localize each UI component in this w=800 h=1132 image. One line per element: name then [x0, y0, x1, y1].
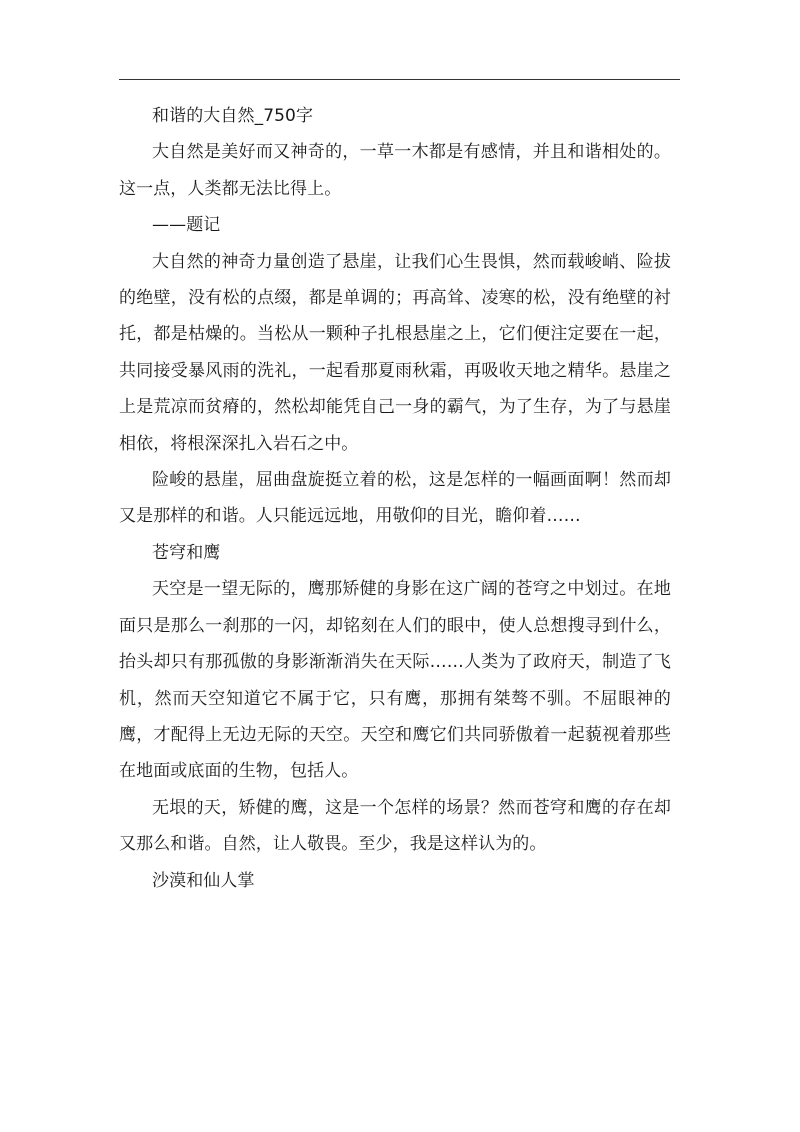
cliff-pine-summary-paragraph: 险峻的悬崖，屈曲盘旋挺立着的松，这是怎样的一幅画面啊！然而却又是那样的和谐。人只能远远地，用敬仰的目光，瞻仰着…… — [119, 470, 671, 527]
cliff-pine-paragraph: 大自然的神奇力量创造了悬崖，让我们心生畏惧，然而载峻峭、险拔的绝壁，没有松的点缀，都是单调的；再高耸、凌寒的松，没有绝壁的衬托，都是枯燥的。当松从一颗种子扎根悬崖之上，它们便注定要在一起，共同接受暴风雨的洗礼，一起看那夏雨秋霜，再吸收天地之精华。悬崖之上是荒凉而贫瘠的，然松却能凭自己一身的霸气，为了生存，为了与悬崖相依，将根深深扎入岩石之中。 — [119, 251, 671, 454]
document-body — [119, 98, 671, 899]
sky-eagle-summary-paragraph: 无垠的天，矫健的鹰，这是一个怎样的场景？然而苍穹和鹰的存在却又那么和谐。自然，让人敬畏。至少，我是这样认为的。 — [119, 797, 671, 855]
essay-title: 和谐的大自然_750字 — [152, 106, 314, 126]
epigraph-paragraph: 大自然是美好而又神奇的，一草一木都是有感情，并且和谐相处的。这一点，人类都无法比得上。 — [119, 142, 671, 199]
sky-eagle-paragraph: 天空是一望无际的，鹰那矫健的身影在这广阔的苍穹之中划过。在地面只是那么一刹那的一闪，却铭刻在人们的眼中，使人总想搜寻到什么，抬头却只有那孤傲的身影渐渐消失在天际……人类为了政府天，制造了飞机，然而天空知道它不属于它，只有鹰，那拥有桀骜不驯。不屈眼神的鹰，才配得上无边无际的天空。天空和鹰它们共同骄傲着一起藐视着那些在地面或底面的生物，包括人。 — [119, 579, 671, 782]
section-heading-sky-eagle: 苍穹和鹰 — [152, 542, 221, 563]
epigraph-attribution: ——题记 — [152, 215, 221, 236]
section-heading-desert-cactus: 沙漠和仙人掌 — [152, 870, 255, 891]
header-rule — [119, 79, 680, 80]
